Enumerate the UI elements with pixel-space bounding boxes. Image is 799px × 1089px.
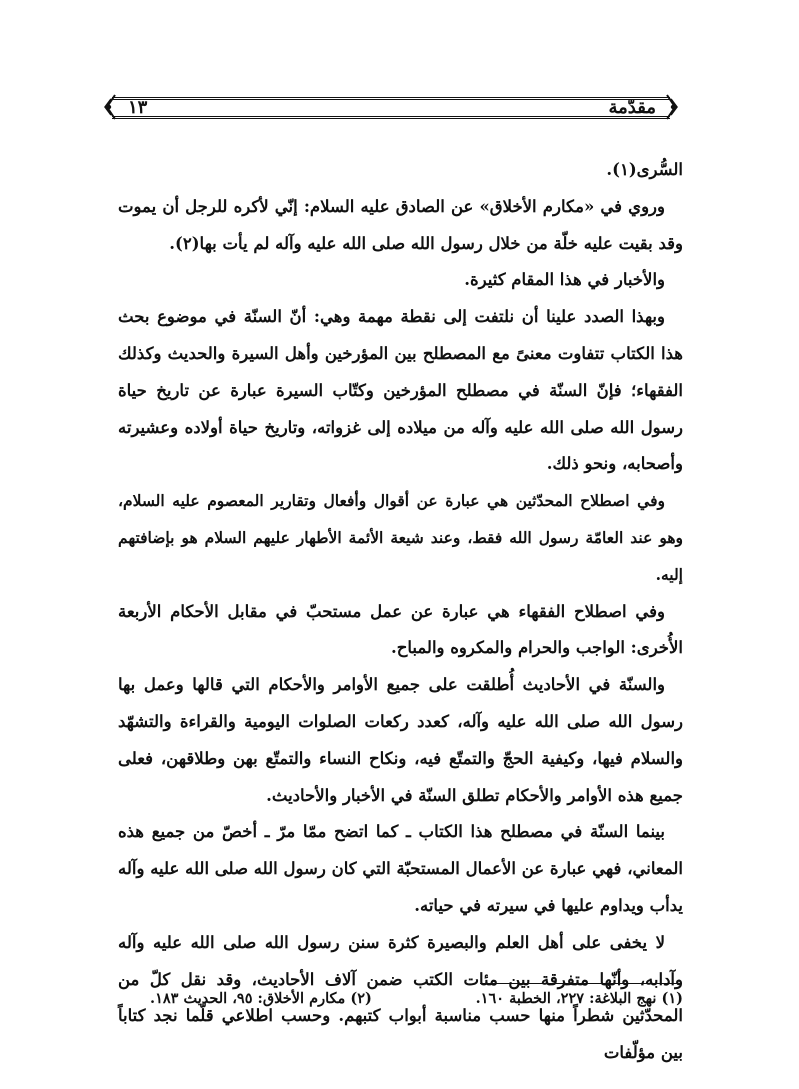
running-header — [102, 93, 680, 123]
footnote-divider — [480, 983, 680, 984]
paragraph: بينما السنّة في مصطلح هذا الكتاب ـ كما اتضح ممّا مرّ ـ أخصّ من جميع هذه المعاني، فهي عبارة عن الأعمال المستحبّة التي كان رسول الله صلى الله عليه وآله يدأب ويداوم عليها في سيرته في حياته. — [118, 822, 683, 915]
body-text — [118, 152, 683, 1072]
paragraph: وبهذا الصدد علينا أن نلتفت إلى نقطة مهمة وهي: أنّ السنّة في موضوع بحث هذا الكتاب تتفاوت معنىً مع المصطلح بين المؤرخين وأهل السيرة والحديث وكذلك الفقهاء؛ فإنّ السنّة في مصطلح المؤرخين وكتّاب السيرة عبارة عن تاريخ حياة رسول الله صلى الله عليه وآله من ميلاده إلى غزواته، وتاريخ حياة أولاده وعشيرته وأصحابه، ونحو ذلك. — [118, 307, 683, 474]
page-number: ١٣ — [128, 97, 148, 118]
paragraph: لا يخفى على أهل العلم والبصيرة كثرة سنن رسول الله صلى الله عليه وآله وآدابه، وأنّها متفرقة بين مئات الكتب ضمن آلاف الأحاديث، وقد نقل كلّ من المحدّثين شطراً منها حسب مناسبة أبواب كتبهم. وحسب اطلاعي قلّما نجد كتاباً بين مؤلّفات — [118, 932, 683, 1063]
paragraph: السُّرى(١). — [606, 160, 683, 179]
paragraph: والسنّة في الأحاديث أُطلقت على جميع الأوامر والأحكام التي قالها وعمل بها رسول الله صلى الله عليه وآله، كعدد ركعات الصلوات اليومية والقراءة والتشهّد والسلام فيها، وكيفية الحجّ والتمتّع فيه، ونكاح النساء والتمتّع بهن وطلاقهن، فعلى جميع هذه الأوامر والأحكام تطلق السنّة في الأخبار والأحاديث. — [118, 675, 683, 805]
footnote: (٢) مكارم الأخلاق: ٩٥، الحديث ١٨٣. — [150, 990, 372, 1007]
paragraph: وروي في «مكارم الأخلاق» عن الصادق عليه السلام: إنّي لأكره للرجل أن يموت وقد بقيت عليه خلّة من خلال رسول الله صلى الله عليه وآله لم يأت بها(٢). — [118, 196, 683, 253]
chapter-title: مقدّمة — [608, 97, 656, 118]
paragraph: والأخبار في هذا المقام كثيرة. — [464, 270, 665, 290]
header-frame — [112, 97, 670, 119]
ornament-right-icon — [666, 94, 680, 120]
footnote: (١) نهج البلاغة: ٢٢٧، الخطبة ١٦٠. — [475, 990, 683, 1007]
ornament-left-icon — [102, 94, 116, 120]
footnotes — [150, 987, 683, 1015]
paragraph: وفي اصطلاح الفقهاء هي عبارة عن عمل مستحبّ في مقابل الأحكام الأربعة الأُخرى: الواجب والحرام والمكروه والمباح. — [118, 601, 683, 658]
paragraph: وفي اصطلاح المحدّثين هي عبارة عن أقوال وأفعال وتقارير المعصوم عليه السلام، وهو عند العامّة رسول الله فقط، وعند شيعة الأئمة الأطهار عليهم السلام هو بإضافتهم إليه. — [118, 491, 683, 584]
